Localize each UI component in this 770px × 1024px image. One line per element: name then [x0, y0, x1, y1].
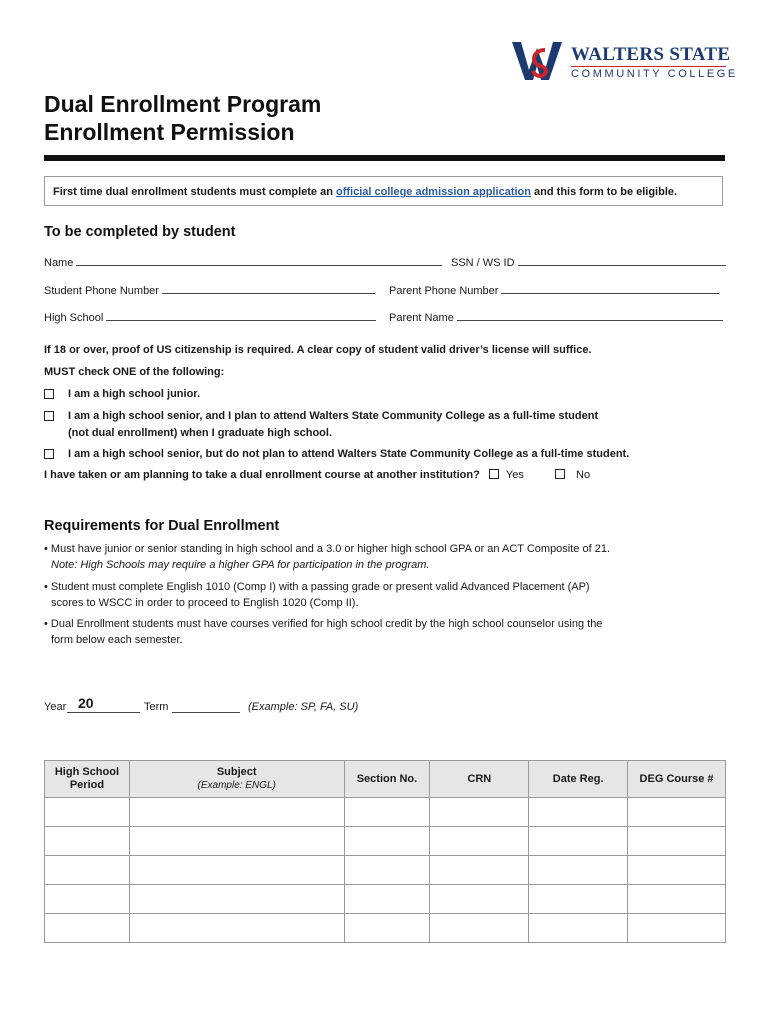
- title-line-2: Enrollment Permission: [44, 119, 295, 145]
- table-cell[interactable]: [344, 798, 430, 827]
- title-divider: [44, 155, 725, 161]
- option-senior-not-attend-label: I am a high school senior, but do not plan to attend Walters State Community College as a full-time student.: [68, 448, 630, 460]
- other-institution-text: I have taken or am planning to take a dual enrollment course at another institution?: [44, 469, 480, 481]
- table-cell[interactable]: [628, 798, 726, 827]
- table-cell[interactable]: [430, 885, 529, 914]
- student-phone-input-line[interactable]: [162, 283, 375, 294]
- course-table-body: [45, 798, 726, 943]
- table-cell[interactable]: [628, 885, 726, 914]
- parent-phone-label: Parent Phone Number: [389, 285, 499, 297]
- yes-label: Yes: [505, 469, 524, 481]
- col-header-section: Section No.: [344, 761, 430, 798]
- col-header-subject: Subject (Example: ENGL): [129, 761, 344, 798]
- table-cell[interactable]: [529, 914, 628, 943]
- year-term-row: [44, 697, 444, 717]
- table-cell[interactable]: [628, 856, 726, 885]
- table-cell[interactable]: [129, 856, 344, 885]
- table-cell[interactable]: [129, 885, 344, 914]
- table-row: [45, 827, 726, 856]
- citizenship-note: If 18 or over, proof of US citizenship is required. A clear copy of student valid driver’s license will suffice.: [44, 344, 592, 356]
- requirement-gpa-note: Note: High Schools may require a higher GPA for participation in the program.: [51, 559, 430, 571]
- option-senior-not-attend[interactable]: [44, 446, 724, 462]
- junior-checkbox[interactable]: [44, 389, 54, 399]
- requirement-item: [44, 616, 602, 648]
- name-field[interactable]: [44, 255, 442, 269]
- high-school-field[interactable]: [44, 310, 376, 324]
- ssn-label: SSN / WS ID: [451, 257, 515, 269]
- option-senior-attend-label: I am a high school senior, and I plan to attend Walters State Community College as a full-time student: [68, 410, 599, 422]
- term-label: Term: [144, 701, 169, 713]
- term-input-line[interactable]: [172, 699, 240, 713]
- senior-not-attend-checkbox[interactable]: [44, 449, 54, 459]
- requirement-item: [44, 579, 590, 611]
- student-section-heading: To be completed by student: [44, 224, 236, 240]
- yes-checkbox[interactable]: [489, 469, 499, 479]
- year-label: Year: [44, 701, 67, 713]
- requirement-verification: • Dual Enrollment students must have courses verified for high school credit by the high school counselor using the: [44, 618, 603, 630]
- col-header-crn: CRN: [430, 761, 529, 798]
- must-check-instruction: MUST check ONE of the following:: [44, 366, 225, 378]
- table-cell[interactable]: [129, 827, 344, 856]
- table-cell[interactable]: [45, 798, 130, 827]
- option-senior-attend-label-2: (not dual enrollment) when I graduate high school.: [68, 427, 333, 439]
- option-junior[interactable]: [44, 386, 724, 402]
- table-cell[interactable]: [129, 798, 344, 827]
- table-cell[interactable]: [129, 914, 344, 943]
- table-cell[interactable]: [45, 856, 130, 885]
- no-label: No: [576, 469, 591, 481]
- senior-attend-checkbox[interactable]: [44, 411, 54, 421]
- logo-title: WALTERS STATE: [571, 44, 731, 65]
- parent-phone-field[interactable]: [389, 283, 719, 297]
- table-cell[interactable]: [430, 798, 529, 827]
- table-row: [45, 914, 726, 943]
- requirement-verification-2: form below each semester.: [51, 634, 183, 646]
- year-value: 20: [78, 695, 94, 711]
- table-cell[interactable]: [45, 827, 130, 856]
- requirements-heading: Requirements for Dual Enrollment: [44, 518, 280, 534]
- parent-name-field[interactable]: [389, 310, 723, 324]
- no-checkbox[interactable]: [555, 469, 565, 479]
- table-cell[interactable]: [529, 798, 628, 827]
- student-phone-field[interactable]: [44, 283, 375, 297]
- parent-name-label: Parent Name: [389, 312, 454, 324]
- requirement-english: • Student must complete English 1010 (Comp I) with a passing grade or present valid Advanced Placement (AP): [44, 581, 590, 593]
- table-cell[interactable]: [628, 914, 726, 943]
- parent-phone-input-line[interactable]: [501, 283, 719, 294]
- college-logo-mark: [512, 40, 562, 82]
- name-label: Name: [44, 257, 74, 269]
- table-cell[interactable]: [430, 856, 529, 885]
- option-junior-label: I am a high school junior.: [68, 388, 201, 400]
- table-cell[interactable]: [430, 914, 529, 943]
- table-cell[interactable]: [344, 914, 430, 943]
- table-header-row: [45, 761, 726, 798]
- no-option[interactable]: [555, 469, 590, 481]
- table-row: [45, 798, 726, 827]
- requirement-gpa: • Must have junior or senior standing in high school and a 3.0 or higher high school GPA or an ACT Composite of 21.: [44, 543, 610, 555]
- table-row: [45, 856, 726, 885]
- high-school-input-line[interactable]: [106, 310, 376, 321]
- parent-name-input-line[interactable]: [457, 310, 723, 321]
- high-school-label: High School: [44, 312, 104, 324]
- term-example: (Example: SP, FA, SU): [248, 701, 359, 713]
- requirement-english-2: scores to WSCC in order to proceed to English 1020 (Comp II).: [51, 597, 359, 609]
- table-cell[interactable]: [529, 856, 628, 885]
- notice-text-after: and this form to be eligible.: [531, 186, 678, 198]
- ssn-field[interactable]: [451, 255, 726, 269]
- yes-option[interactable]: [489, 469, 527, 481]
- option-senior-attend[interactable]: [44, 408, 724, 440]
- table-cell[interactable]: [628, 827, 726, 856]
- col-header-date-reg: Date Reg.: [529, 761, 628, 798]
- table-row: [45, 885, 726, 914]
- table-cell[interactable]: [430, 827, 529, 856]
- table-cell[interactable]: [45, 885, 130, 914]
- title-line-1: Dual Enrollment Program: [44, 91, 322, 117]
- col-header-period: High School Period: [45, 761, 130, 798]
- other-institution-question: [44, 469, 590, 481]
- table-cell[interactable]: [529, 885, 628, 914]
- table-cell[interactable]: [344, 827, 430, 856]
- ssn-input-line[interactable]: [518, 255, 726, 266]
- table-cell[interactable]: [344, 885, 430, 914]
- table-cell[interactable]: [45, 914, 130, 943]
- table-cell[interactable]: [344, 856, 430, 885]
- col-header-deg-course: DEG Course #: [628, 761, 726, 798]
- table-cell[interactable]: [529, 827, 628, 856]
- course-table: [44, 760, 726, 943]
- name-input-line[interactable]: [76, 255, 442, 266]
- admission-application-link[interactable]: official college admission application: [336, 186, 531, 198]
- logo-divider: [571, 66, 726, 67]
- eligibility-notice: [44, 176, 723, 206]
- page-title: [44, 90, 321, 146]
- logo-subtitle: COMMUNITY COLLEGE: [571, 68, 738, 80]
- student-phone-label: Student Phone Number: [44, 285, 159, 297]
- notice-text-before: First time dual enrollment students must complete an: [53, 186, 336, 198]
- requirement-item: [44, 541, 610, 573]
